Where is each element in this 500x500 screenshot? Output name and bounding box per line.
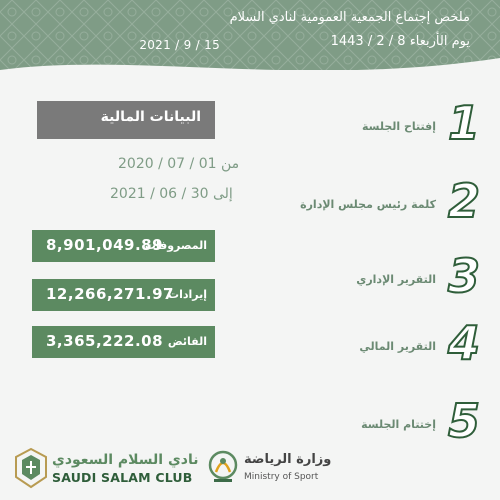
agenda-title: إفتتاح الجلسة xyxy=(361,120,436,133)
ministry-name-arabic: وزارة الرياضة xyxy=(244,452,332,467)
club-name-arabic: نادي السلام السعودي xyxy=(52,452,199,468)
stat-label: المصروفات xyxy=(144,239,207,252)
financial-title: البيانات المالية xyxy=(37,101,215,139)
agenda-title: إختتام الجلسة xyxy=(361,418,436,431)
stat-label: إيرادات xyxy=(168,288,207,301)
saudi-salam-club-logo-icon xyxy=(12,447,50,489)
agenda-title: التقرير الإداري xyxy=(356,273,436,286)
stat-value: 8,901,049.89 xyxy=(46,236,164,254)
stat-expenses xyxy=(32,230,215,262)
agenda-title: التقرير المالي xyxy=(359,340,436,353)
period-to: إلى 30 / 06 / 2021 xyxy=(110,186,233,202)
agenda-item-financial-report xyxy=(300,316,480,370)
agenda-number: 2 xyxy=(447,174,480,228)
agenda-number: 3 xyxy=(447,249,480,303)
ministry-of-sport-logo-icon xyxy=(206,448,240,484)
header-title: ملخص إجتماع الجمعية العمومية لنادي السلام xyxy=(229,10,470,25)
agenda-item-opening xyxy=(300,96,480,150)
agenda-title: كلمة رئيس مجلس الإدارة xyxy=(300,198,436,211)
period-from: من 01 / 07 / 2020 xyxy=(118,156,240,172)
club-name-english: SAUDI SALAM CLUB xyxy=(52,470,193,485)
stat-surplus xyxy=(32,326,215,358)
agenda-item-closing xyxy=(300,394,480,448)
header-hijri-date: يوم الأربعاء 8 / 2 / 1443 xyxy=(330,34,470,49)
agenda-item-admin-report xyxy=(300,249,480,303)
agenda-number: 4 xyxy=(447,316,480,370)
header-gregorian-date: 2021 / 9 / 15 xyxy=(139,38,220,52)
ministry-name-english: Ministry of Sport xyxy=(244,472,319,482)
agenda-number: 5 xyxy=(447,394,480,448)
stat-value: 12,266,271.97 xyxy=(46,285,174,303)
agenda-item-chairman-speech xyxy=(300,174,480,228)
stat-value: 3,365,222.08 xyxy=(46,332,164,350)
stat-revenues xyxy=(32,279,215,311)
agenda-number: 1 xyxy=(447,96,480,150)
header-banner xyxy=(0,0,500,70)
stat-label: الفائض xyxy=(167,335,207,348)
